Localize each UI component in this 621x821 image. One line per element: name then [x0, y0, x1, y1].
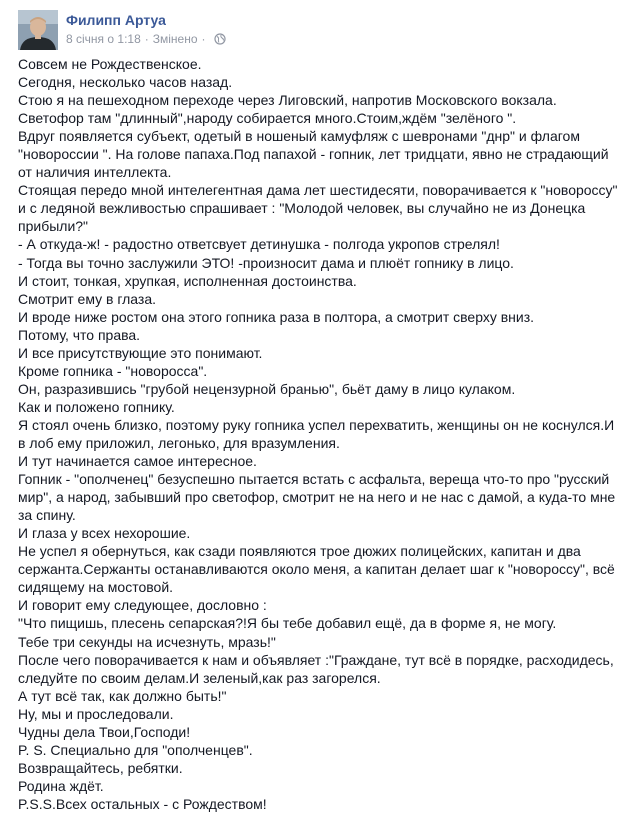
post-text-line: Он, разразившись "грубой нецензурной бранью", бьёт даму в лицо кулаком.	[18, 380, 516, 397]
post-text-line: - Тогда вы точно заслужили ЭТО! -произносит дама и плюёт гопнику в лицо.	[18, 254, 514, 271]
globe-icon[interactable]	[214, 33, 226, 45]
post-text-line: "новороссии ". На голове папаха.Под папахой - гопник, лет тридцати, явно не страдающий	[18, 146, 609, 163]
post-text-line: Я стоял очень близко, поэтому руку гопника успел перехватить, женщины он не коснулся.И	[18, 416, 615, 433]
post-text-line: Как и положено гопнику.	[18, 398, 175, 415]
post-text-line: мир", а народ, забывший про светофор, смотрит не на него и не нас с дамой, а куда-то мне	[18, 489, 616, 506]
post-text-line: Кроме гопника - "новоросса".	[18, 362, 208, 379]
post-text-line: Не успел я обернуться, как сзади появляются трое дюжих полицейских, капитан и два	[18, 543, 581, 560]
post-text-line: прибыли?"	[18, 218, 89, 235]
post-text-line: в лоб ему приложил, легонько, для вразумления.	[18, 434, 340, 451]
post-text-line: Тебе три секунды на исчезнуть, мразь!"	[18, 633, 276, 650]
post-text-line: И стоит, тонкая, хрупкая, исполненная достоинства.	[18, 272, 357, 289]
post-text-line: за спину.	[18, 507, 76, 524]
post-meta	[66, 32, 226, 46]
post-text-line: сержанта.Сержанты останавливаются около меня, а капитан делает шаг к "новороссу", всё	[18, 561, 615, 578]
author-avatar[interactable]	[18, 10, 58, 50]
post-text-line: следуйте по своим делам.И зеленый,как раз загорелся.	[18, 669, 381, 686]
post-text-line: Смотрит ему в глаза.	[18, 290, 157, 307]
post-text-line: Чудны дела Твои,Господи!	[18, 723, 191, 740]
post-text-line: сидящему на мостовой.	[18, 579, 174, 596]
post-text-line: P. S. Специально для "ополченцев".	[18, 741, 253, 758]
post-text-line: И тут начинается самое интересное.	[18, 453, 257, 470]
edited-label[interactable]: Змінено	[152, 32, 198, 46]
post-text-line: Родина ждёт.	[18, 777, 104, 794]
post-text-line: "Что пищишь, плесень сепарская?!Я бы тебе добавил ещё, да в форме я, не могу.	[18, 615, 557, 632]
post-text-line: И все присутствующие это понимают.	[18, 344, 263, 361]
post-text-line: Гопник - "ополченец" безуспешно пытается встать с асфальта, вереща что-то про "русский	[18, 471, 610, 488]
post-text-line: И глаза у всех нехорошие.	[18, 525, 191, 542]
post-date[interactable]: 8 січня о 1:18	[66, 32, 141, 46]
post-text-line: Вдруг появляется субъект, одетый в ношеный камуфляж с шевронами "днр" и флагом	[18, 128, 580, 145]
post-text-line: После чего поворачивается к нам и объявляет :"Граждане, тут всё в порядке, расходидесь,	[18, 651, 614, 668]
author-name[interactable]: Филипп Артуа	[66, 12, 166, 28]
avatar-image	[18, 10, 58, 50]
post-body	[18, 55, 618, 813]
post-text-line: Стоящая передо мной интелегентная дама лет шестидесяти, поворачивается к "новороссу"	[18, 182, 618, 199]
post-text-line: И вроде ниже ростом она этого гопника раза в полтора, а смотрит сверху вниз.	[18, 308, 535, 325]
meta-separator: ·	[144, 32, 149, 46]
meta-separator: ·	[201, 32, 206, 46]
post-text-line: Стою я на пешеходном переходе через Лиговский, напротив Московского вокзала.	[18, 92, 557, 109]
post-text-line: Совсем не Рождественское.	[18, 56, 202, 72]
post-text-line: Ну, мы и проследовали.	[18, 705, 174, 722]
post-text-line: А тут всё так, как должно быть!"	[18, 687, 227, 704]
post-text-line: Потому, что права.	[18, 326, 141, 343]
post-text-line: Светофор там "длинный",народу собирается много.Стоим,ждём "зелёного ".	[18, 110, 517, 127]
post-text-line: Возвращайтесь, ребятки.	[18, 759, 183, 776]
post-text-line: Сегодня, несколько часов назад.	[18, 74, 233, 91]
post-text-line: И говорит ему следующее, дословно :	[18, 597, 267, 614]
post-text-line: - А откуда-ж! - радостно ответсвует детинушка - полгода укропов стрелял!	[18, 236, 500, 253]
post-text-line: от наличия интеллекта.	[18, 164, 172, 181]
post-text-line: P.S.S.Всех остальных - с Рождеством!	[18, 795, 267, 812]
post-text-line: и с ледяной вежливостью спрашивает : "Молодой человек, вы случайно не из Донецка	[18, 200, 586, 217]
